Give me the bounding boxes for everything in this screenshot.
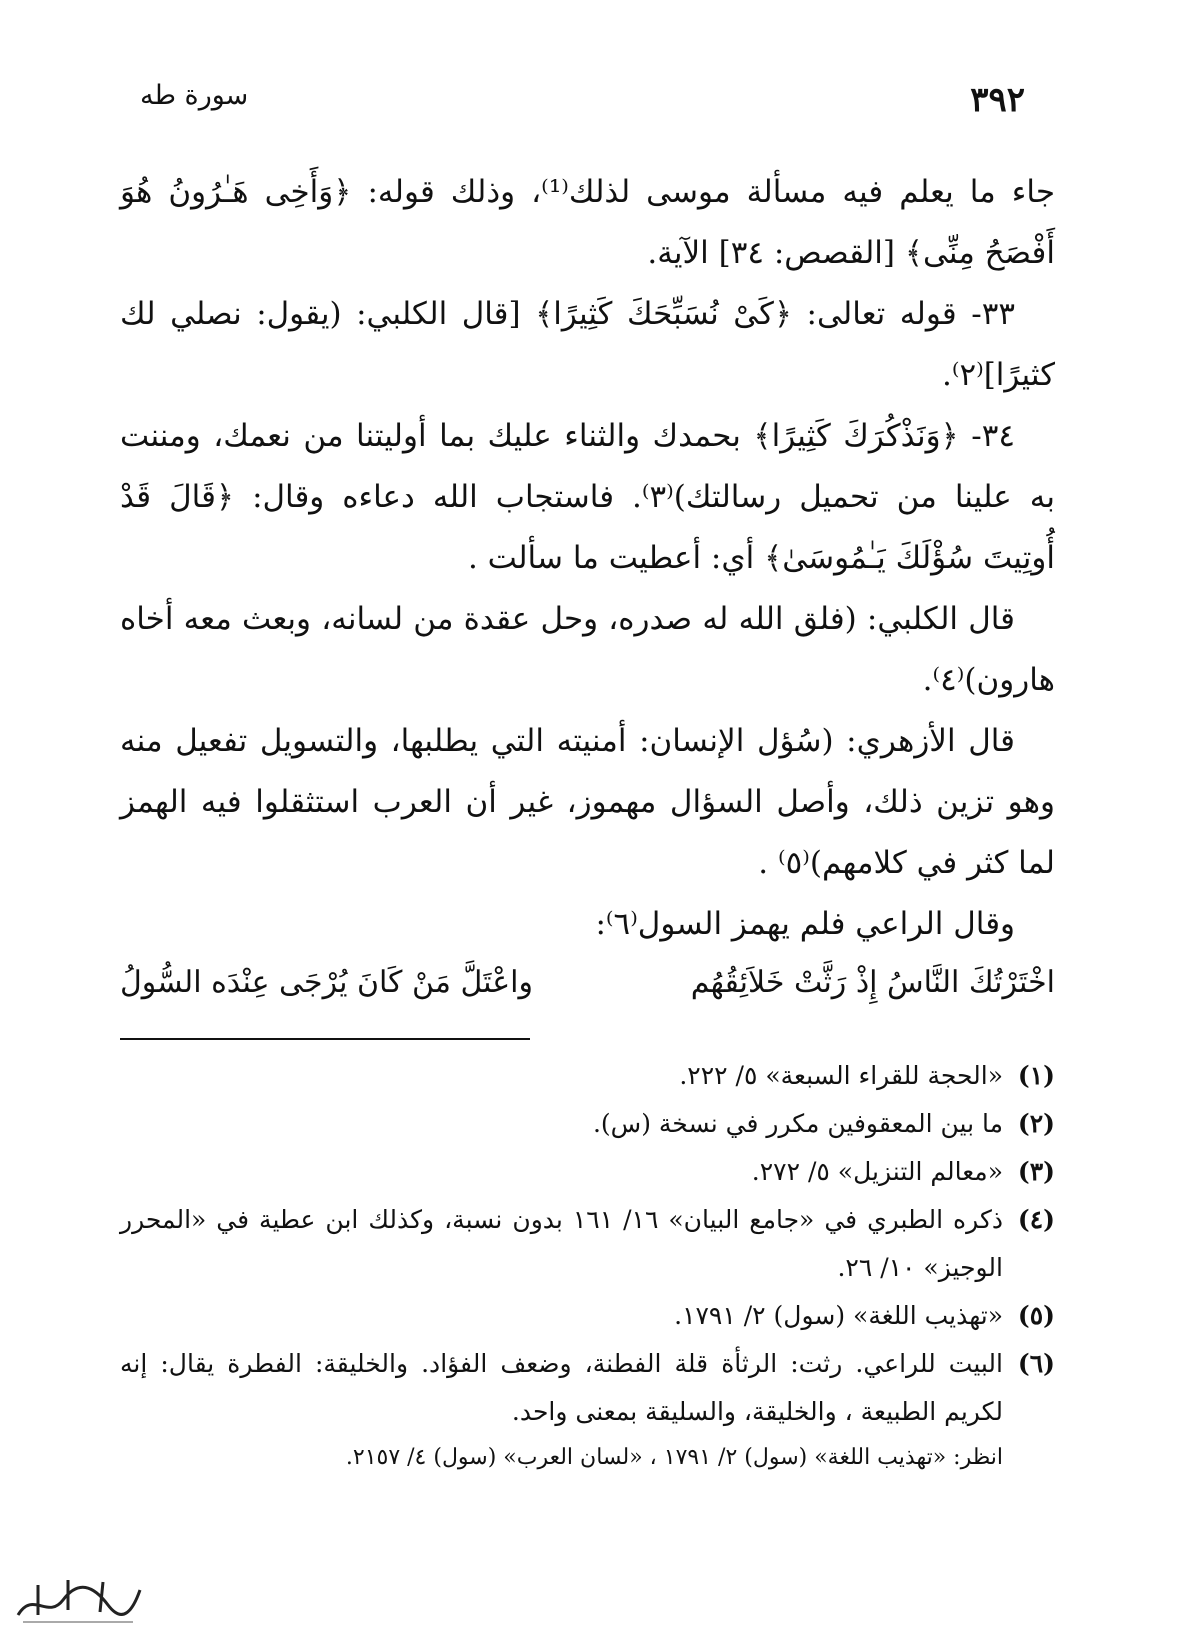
footnote-text: ما بين المعقوفين مكرر في نسخة (س). bbox=[592, 1109, 1003, 1138]
footnote-number: (٥) bbox=[1017, 1301, 1055, 1330]
paragraph-2: ٣٣- قوله تعالى: ﴿كَىْ نُسَبِّحَكَ كَثِيرًا﴾ [قال الكلبي: (يقول: نصلي لك كثيرًا]⁽٢⁾. bbox=[120, 296, 1055, 393]
paragraph-4: قال الكلبي: (فلق الله له صدره، وحل عقدة من لسانه، وبعث معه أخاه هارون)⁽٤⁾. bbox=[120, 601, 1055, 698]
footnote-text: «معالم التنزيل» ٥/ ٢٧٢. bbox=[751, 1157, 1003, 1186]
footnote-text: البيت للراعي. رثت: الرثأة قلة الفطنة، وضعف الفؤاد. والخليقة: الفطرة يقال: إنه لكريم الطبيعة ، والخليقة، والسليقة بمعنى واحد. bbox=[120, 1349, 1003, 1426]
footnote-1 bbox=[120, 1052, 1055, 1100]
paragraph-6: وقال الراعي فلم يهمز السول⁽٦⁾: bbox=[595, 906, 1015, 942]
footnote-number: (٣) bbox=[1017, 1157, 1055, 1186]
poem-hemistich-second: واعْتَلَّ مَنْ كَانَ يُرْجَى عِنْدَه السُّولُ bbox=[120, 965, 533, 1000]
footnote-number: (٢) bbox=[1017, 1109, 1055, 1138]
footnote-text: «تهذيب اللغة» (سول) ٢/ ١٧٩١. bbox=[674, 1301, 1003, 1330]
footnote-number: (٤) bbox=[1017, 1205, 1055, 1234]
footnotes bbox=[120, 1052, 1055, 1480]
poem-verse bbox=[120, 955, 1055, 1009]
poem-hemistich-first: اخْتَرْتُكَ النَّاسُ إِذْ رَثَّتْ خَلاَئِقُهُم bbox=[690, 965, 1055, 1000]
footnote-6-reference bbox=[120, 1436, 1055, 1480]
publisher-logo bbox=[8, 1570, 148, 1630]
footnote-number: (١) bbox=[1017, 1061, 1055, 1090]
footnote-5 bbox=[120, 1292, 1055, 1340]
footnote-6 bbox=[120, 1340, 1055, 1436]
footnote-text: ذكره الطبري في «جامع البيان» ١٦/ ١٦١ بدون نسبة، وكذلك ابن عطية في «المحرر الوجيز» ١٠/ ٢٦. bbox=[120, 1205, 1003, 1282]
footnote-4 bbox=[120, 1196, 1055, 1292]
footnote-text: «الحجة للقراء السبعة» ٥/ ٢٢٢. bbox=[679, 1061, 1003, 1090]
footnote-3 bbox=[120, 1148, 1055, 1196]
paragraph-1: جاء ما يعلم فيه مسألة موسى لذلك⁽¹⁾، وذلك قوله: ﴿وَأَخِى هَـٰرُونُ هُوَ أَفْصَحُ مِنِّى﴾ [القصص: ٣٤] الآية. bbox=[120, 174, 1055, 271]
footnote-divider bbox=[120, 1038, 530, 1040]
document-page bbox=[120, 70, 1055, 1610]
footnote-text: انظر: «تهذيب اللغة» (سول) ٢/ ١٧٩١ ، «لسان العرب» (سول) ٤/ ٢١٥٧. bbox=[345, 1445, 1003, 1470]
footnote-number: (٦) bbox=[1017, 1349, 1055, 1378]
paragraph-3: ٣٤- ﴿وَنَذْكُرَكَ كَثِيرًا﴾ بحمدك والثناء عليك بما أوليتنا من نعمك، ومننت به علينا من تحميل رسالتك)⁽٣⁾. فاستجاب الله دعاءه وقال: ﴿قَالَ قَدْ أُوتِيتَ سُؤْلَكَ يَـٰمُوسَىٰ﴾ أي: أعطيت ما سألت . bbox=[120, 418, 1055, 576]
paragraph-5: قال الأزهري: (سُؤل الإنسان: أمنيته التي يطلبها، والتسويل تفعيل منه وهو تزين ذلك، وأصل السؤال مهموز، غير أن العرب استثقلوا فيه الهمز لما كثر في كلامهم)⁽٥⁾ . bbox=[120, 723, 1055, 881]
surah-name: سورة طه bbox=[140, 80, 249, 111]
footnote-2 bbox=[120, 1100, 1055, 1148]
page-number: ٣٩٢ bbox=[970, 80, 1025, 120]
calligraphy-logo-icon bbox=[8, 1570, 148, 1630]
main-text bbox=[120, 162, 1055, 1009]
running-header bbox=[120, 80, 1055, 130]
